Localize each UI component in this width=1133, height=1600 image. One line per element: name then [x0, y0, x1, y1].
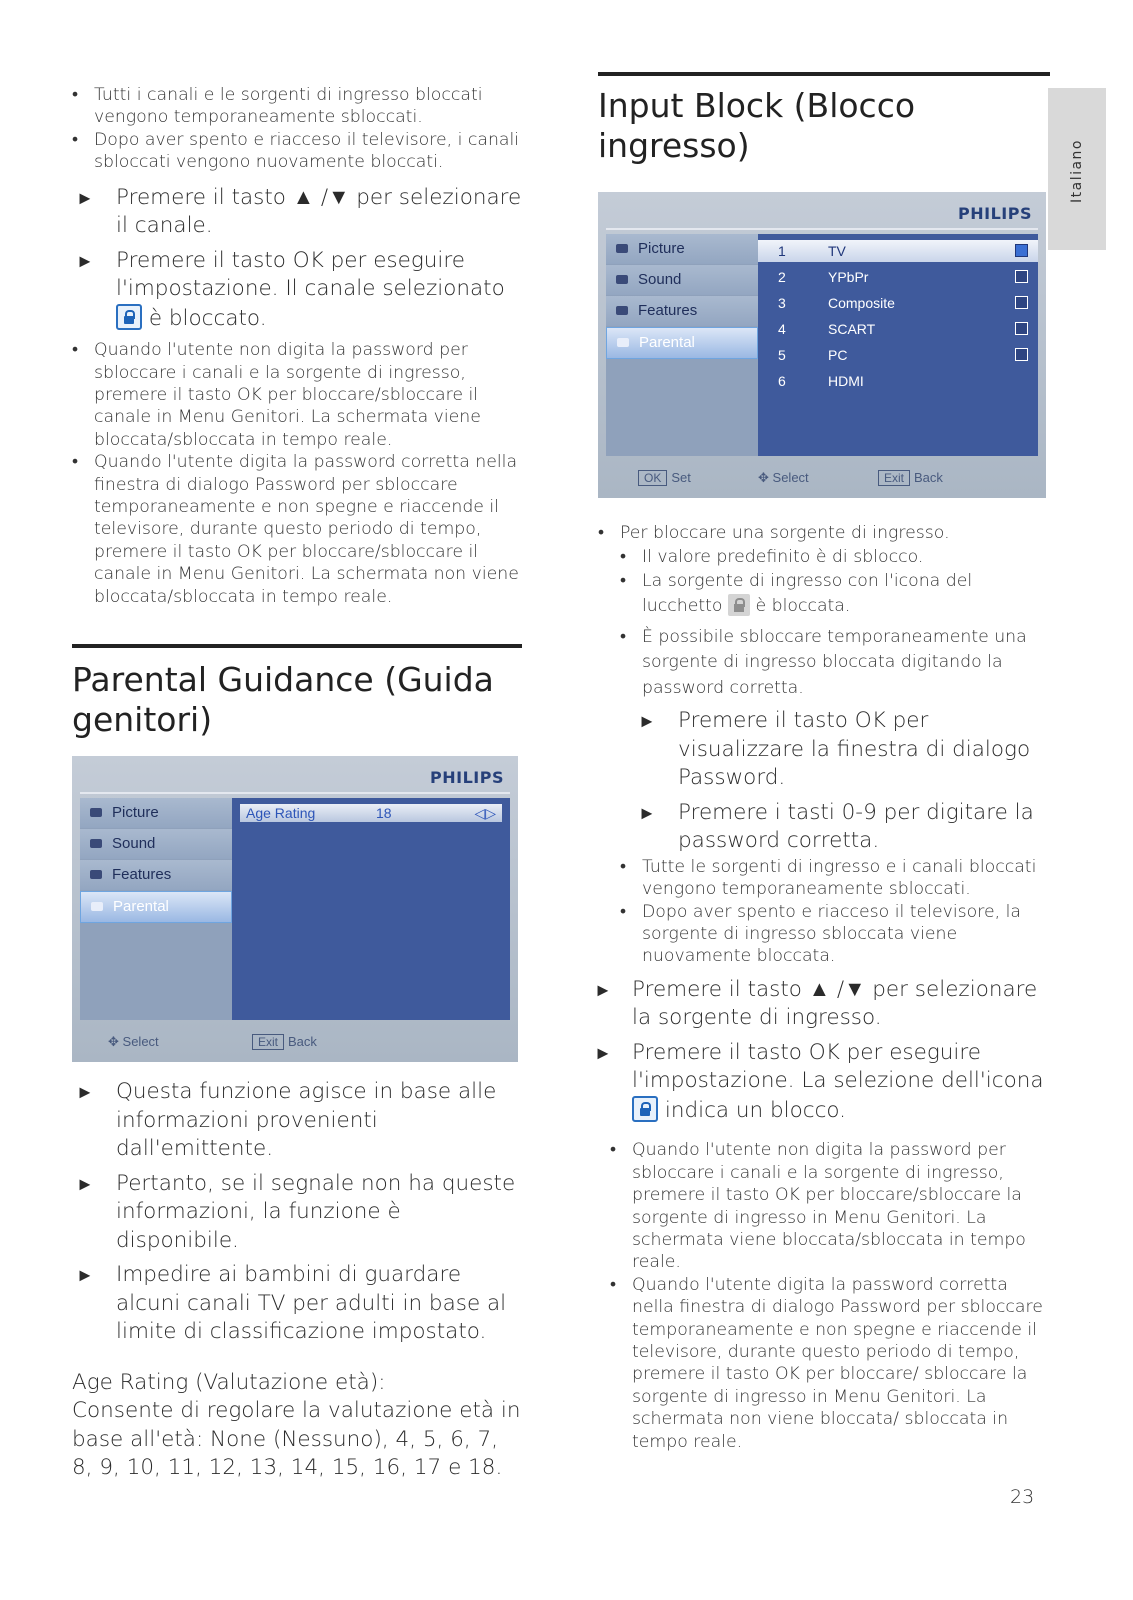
tv-content-panel — [232, 798, 510, 1020]
set-hint: OK Set — [638, 470, 691, 486]
top-bullet-list — [72, 84, 522, 174]
instruction-step — [72, 247, 522, 334]
tv-menu-item-sound: Sound — [606, 265, 758, 295]
instruction-step: ► Premere il tasto ▲ /▼ per selezionare la sorgente di ingresso. — [594, 976, 1038, 1031]
instruction-step: ► Premere il tasto OK per eseguire l'impostazione. La selezione dell'icona indica un blocco. — [594, 1039, 1044, 1123]
sub-steps — [634, 707, 1050, 856]
nested-bullet-list — [620, 856, 1050, 968]
tv-menu-item-parental: Parental — [80, 891, 232, 923]
list-item: • Il valore predefinito è di sblocco. — [620, 546, 1050, 568]
arrow-right-icon: ► — [594, 979, 612, 1001]
tv-menu-item-picture: Picture — [80, 798, 232, 828]
mid-bullet-list — [72, 339, 522, 608]
page-number: 23 — [1010, 1486, 1035, 1508]
language-tab-label: Italiano — [1069, 139, 1085, 203]
arrow-right-icon: ► — [76, 1265, 94, 1286]
checkbox-icon — [1015, 244, 1028, 257]
step-text-end: è bloccato. — [148, 305, 267, 331]
right-column — [594, 72, 1050, 1453]
instruction-step: ► Premere i tasti 0-9 per digitare la password corretta. — [638, 799, 1034, 854]
list-item: • Quando l'utente non digita la password per sbloccare i canali e la sorgente di ingresso, premere il tasto OK per bloccare/sbloccare la sorgente di ingresso in Menu Genitori. La schermata viene bloccata/sbloccata in tempo reale. — [610, 1139, 1050, 1273]
table-row: 2 YPbPr — [758, 266, 1038, 288]
arrow-right-icon: ► — [638, 802, 656, 824]
section-rule — [72, 644, 522, 648]
lock-icon — [617, 338, 629, 347]
list-item: • Quando l'utente digita la password corretta nella finestra di dialogo Password per sbloccare temporaneamente e non spegne e riaccende il televisore, durante questo periodo di tempo, premere il tasto OK per bloccare/ sbloccare la sorgente di ingresso in Menu Genitori. La schermata non viene bloccata/ sbloccata in tempo reale. — [610, 1274, 1050, 1453]
instruction-step: ► Premere il tasto OK per visualizzare la finestra di dialogo Password. — [638, 708, 1031, 791]
step-text: Premere il tasto ▲ /▼ per selezionare il canale. — [116, 184, 522, 239]
age-rating-title: Age Rating (Valutazione età): — [72, 1369, 386, 1395]
checkbox-icon — [1015, 348, 1028, 361]
tv-screenshot-parental — [72, 756, 518, 1062]
section-heading: Parental Guidance (Guida genitori) — [72, 660, 494, 739]
input-block-bullets — [598, 522, 1050, 544]
checkbox-icon — [1015, 270, 1028, 283]
back-hint: Exit Back — [252, 1034, 317, 1050]
tv-screenshot-input-block — [598, 192, 1046, 498]
left-column — [72, 84, 522, 1483]
list-item: • Per bloccare una sorgente di ingresso. — [598, 522, 1050, 544]
philips-logo: PHILIPS — [958, 204, 1032, 223]
tv-menu — [80, 798, 232, 1020]
list-item: • Tutti i canali e le sorgenti di ingresso bloccati vengono temporaneamente sbloccati. — [72, 84, 522, 129]
age-rating-row: Age Rating 18 ◁▷ — [240, 804, 502, 822]
tv-menu-item-sound: Sound — [80, 829, 232, 859]
arrow-right-icon: ► — [594, 1042, 612, 1064]
tv-menu-item-parental: Parental — [606, 327, 758, 359]
back-hint: Exit Back — [878, 470, 943, 486]
language-tab — [1048, 88, 1106, 250]
list-item: • Quando l'utente digita la password corretta nella finestra di dialogo Password per sbloccare temporaneamente e non spegne e riaccende il televisore, durante questo periodo di tempo, premere il tasto OK per bloccare/sbloccare il canale in Menu Genitori. La schermata non viene bloccata/sbloccata in tempo reale. — [72, 451, 522, 608]
lock-icon — [632, 1096, 658, 1122]
gear-icon — [616, 306, 628, 315]
arrow-right-icon: ► — [76, 1082, 94, 1103]
table-row: 3 Composite — [758, 292, 1038, 314]
tv-footer — [598, 458, 1046, 498]
age-rating-description: Consente di regolare la valutazione età in base all'età: None (Nessuno), 4, 5, 6, 7, 8, 9, 10, 11, 12, 13, 14, 15, 16, 17 e 18. — [72, 1398, 521, 1480]
left-right-arrows-icon: ◁▷ — [474, 805, 496, 821]
list-item: • È possibile sbloccare temporaneamente una sorgente di ingresso bloccata digitando la password corretta. — [620, 625, 1050, 702]
table-row: 6 HDMI — [778, 373, 864, 389]
lock-icon — [116, 304, 142, 330]
arrow-right-icon: ► — [76, 250, 94, 272]
list-item: • Quando l'utente non digita la password per sbloccare i canali e la sorgente di ingresso, premere il tasto OK per bloccare/sbloccare il canale in Menu Genitori. La schermata viene bloccata/sbloccata in tempo reale. — [72, 339, 522, 451]
table-row: 5 PC — [758, 344, 1038, 366]
list-item: • Dopo aver spento e riacceso il televisore, la sorgente di ingresso sbloccata viene nuovamente bloccata. — [620, 901, 1050, 968]
nested-bullet-list — [620, 546, 1050, 701]
tv-menu-item-features: Features — [80, 860, 232, 890]
instruction-step: ► Pertanto, se il segnale non ha queste informazioni, la funzione è disponibile. — [76, 1170, 516, 1253]
picture-icon — [90, 808, 102, 817]
select-hint: ✥ Select — [758, 470, 809, 485]
tv-menu — [606, 234, 758, 456]
section-heading: Input Block (Blocco ingresso) — [598, 86, 916, 165]
arrow-right-icon: ► — [638, 711, 656, 733]
dpad-icon: ✥ — [108, 1034, 119, 1049]
bottom-bullet-list — [610, 1139, 1050, 1453]
checkbox-icon — [1015, 296, 1028, 309]
instruction-step — [72, 184, 522, 241]
tv-menu-item-features: Features — [606, 296, 758, 326]
step-text: Premere il tasto OK per eseguire l'impostazione. Il canale selezionato — [116, 247, 505, 302]
tv-menu-item-picture: Picture — [606, 234, 758, 264]
arrow-right-icon: ► — [76, 1173, 94, 1195]
list-item: • Dopo aver spento e riacceso il televisore, i canali sbloccati vengono nuovamente bloccati. — [72, 129, 522, 174]
tv-content-panel — [758, 234, 1038, 456]
philips-logo: PHILIPS — [430, 768, 504, 787]
sound-icon — [90, 839, 102, 848]
checkbox-icon — [1015, 322, 1028, 335]
picture-icon — [616, 244, 628, 253]
lock-icon — [91, 902, 103, 911]
list-item: • La sorgente di ingresso con l'icona del lucchetto è bloccata. — [620, 569, 1050, 619]
instruction-step: ► Impedire ai bambini di guardare alcuni canali TV per adulti in base al limite di classificazione impostato. — [76, 1262, 507, 1344]
gear-icon — [90, 870, 102, 879]
dpad-icon: ✥ — [758, 470, 769, 485]
instruction-step: ► Questa funzione agisce in base alle informazioni provenienti dall'emittente. — [76, 1079, 497, 1161]
table-row: 4 SCART — [758, 318, 1038, 340]
section-rule — [598, 72, 1050, 76]
list-item: • Tutte le sorgenti di ingresso e i canali bloccati vengono temporaneamente sbloccati. — [620, 856, 1050, 901]
select-hint: ✥ Select — [108, 1034, 159, 1049]
arrow-right-icon: ► — [76, 187, 94, 209]
table-row: 1 TV — [758, 240, 1038, 262]
sound-icon — [616, 275, 628, 284]
tv-footer — [72, 1022, 518, 1062]
lock-icon — [728, 594, 750, 616]
